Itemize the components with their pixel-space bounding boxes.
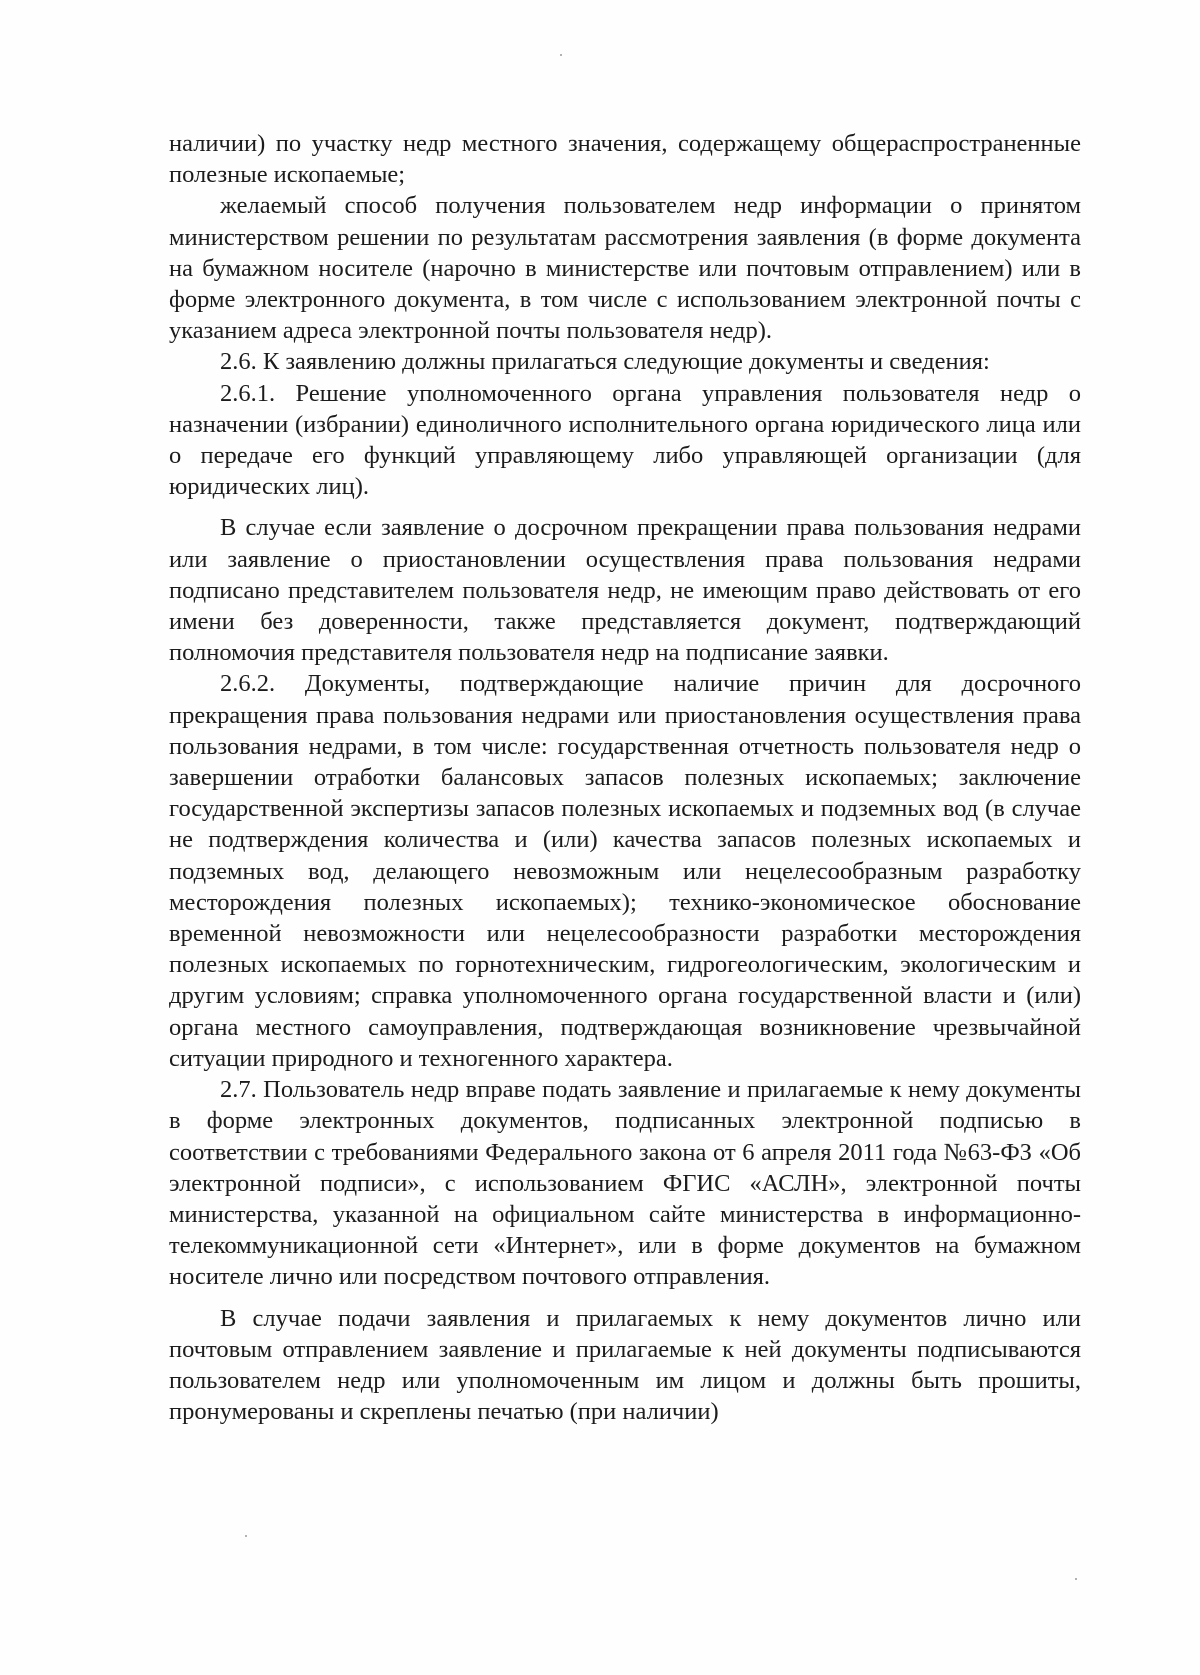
paragraph-7: 2.7. Пользователь недр вправе подать заявление и прилагаемые к нему документы в форме электронных документов, подписанных электронной подписью в соответствии с требованиями Федерального закона от 6 апреля 2011 года №63-ФЗ «Об электронной подписи», с использованием ФГИС «АСЛН», электронной почты министерства, указанной на официальном сайте министерства в информационно-телекоммуникационной сети «Интернет», или в форме документов на бумажном носителе лично или посредством почтового отправления.: [169, 1076, 1081, 1291]
paragraph-6: 2.6.2. Документы, подтверждающие наличие причин для досрочного прекращения права пользования недрами или приостановления осуществления права пользования недрами, в том числе: государственная отчетность пользователя недр о завершении отработки балансовых запасов полезных ископаемых; заключение государственной экспертизы запасов полезных ископаемых и подземных вод (в случае не подтверждения количества и (или) качества запасов полезных ископаемых и подземных вод, делающего невозможным или нецелесообразным разработку месторождения полезных ископаемых); технико-экономическое обоснование временной невозможности или нецелесообразности разработки месторождения полезных ископаемых по горнотехническим, гидрогеологическим, экологическим и другим условиям; справка уполномоченного органа государственной власти и (или) органа местного самоуправления, подтверждающая возникновение чрезвычайной ситуации природного и техногенного характера.: [169, 670, 1081, 1072]
paragraph-2: желаемый способ получения пользователем недр информации о принятом министерством решении по результатам рассмотрения заявления (в форме документа на бумажном носителе (нарочно в министерстве или почтовым отправлением) или в форме электронного документа, в том числе с использованием электронной почты с указанием адреса электронной почты пользователя недр).: [169, 192, 1081, 345]
paragraph-1: наличии) по участку недр местного значения, содержащему общераспространенные полезные ископаемые;: [169, 130, 1081, 189]
scan-speck: [1075, 1578, 1077, 1580]
scan-speck: [245, 1535, 247, 1537]
document-body: [169, 128, 1081, 1427]
paragraph-3: 2.6. К заявлению должны прилагаться следующие документы и сведения:: [220, 348, 990, 376]
paragraph-8: В случае подачи заявления и прилагаемых к нему документов лично или почтовым отправлением заявление и прилагаемые к ней документы подписываются пользователем недр или уполномоченным им лицом и должны быть прошиты, пронумерованы и скреплены печатью (при наличии): [169, 1304, 1081, 1426]
paragraph-4: 2.6.1. Решение уполномоченного органа управления пользователя недр о назначении (избрании) единоличного исполнительного органа юридического лица или о передаче его функций управляющему либо управляющей организации (для юридических лиц).: [169, 379, 1081, 501]
paragraph-5: В случае если заявление о досрочном прекращении права пользования недрами или заявление о приостановлении осуществления права пользования недрами подписано представителем пользователя недр, не имеющим право действовать от его имени без доверенности, также представляется документ, подтверждающий полномочия представителя пользователя недр на подписание заявки.: [169, 514, 1081, 667]
scan-speck: [560, 54, 562, 56]
